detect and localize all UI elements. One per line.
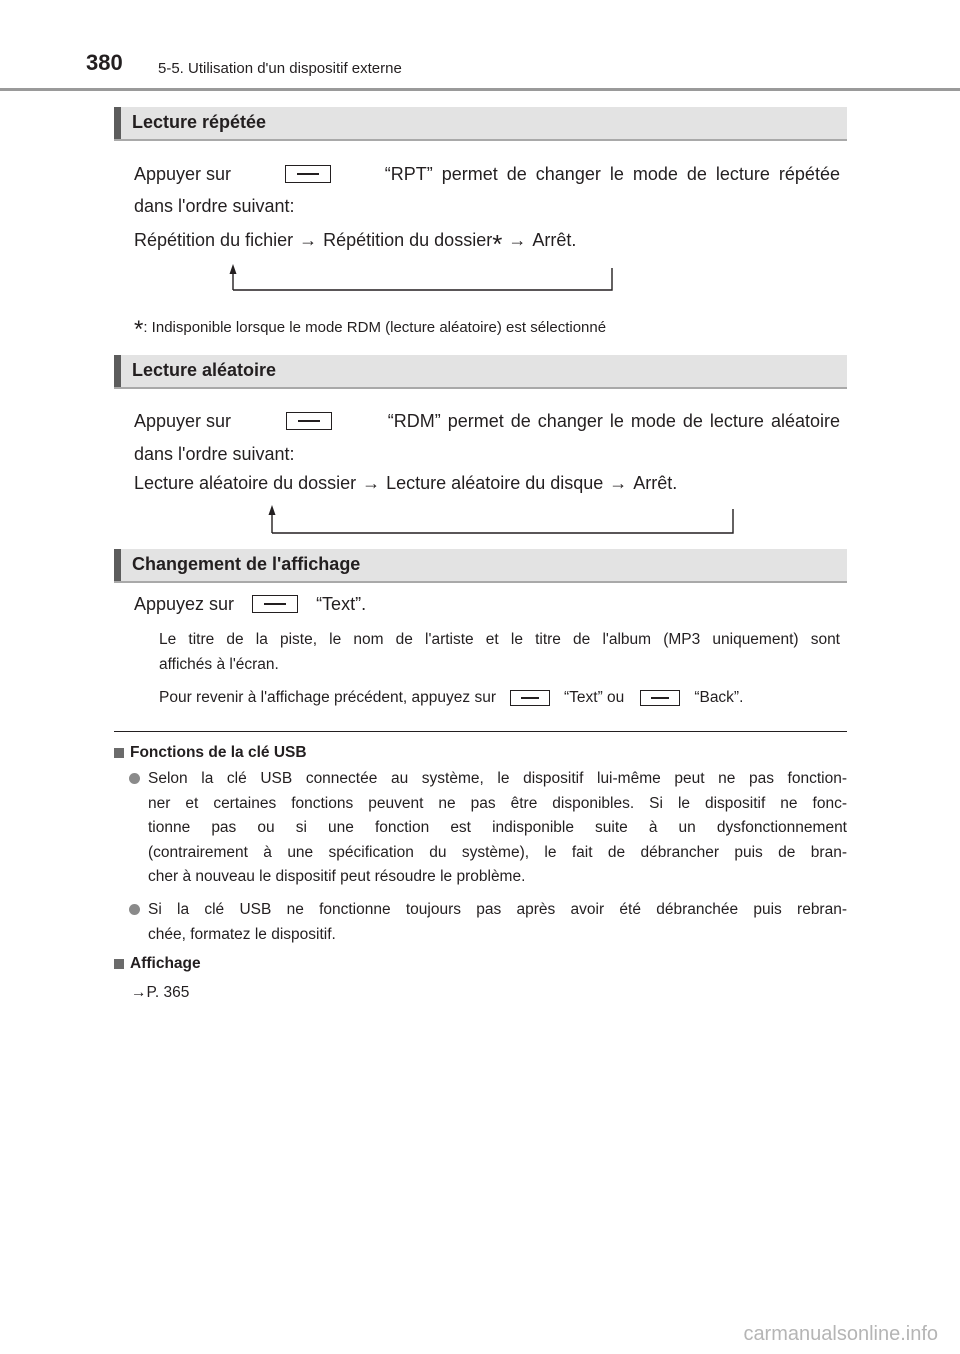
text: Arrêt. — [532, 230, 577, 250]
text-line: cher à nouveau le dispositif peut résoudre le problème. — [148, 868, 526, 885]
circle-bullet-icon — [129, 904, 140, 915]
text: Arrêt. — [633, 473, 678, 493]
section-title: Changement de l'affichage — [132, 554, 361, 574]
button-icon — [640, 690, 680, 706]
section-marker — [114, 355, 121, 387]
header-rule — [0, 88, 960, 91]
repeat-line-1 — [134, 161, 840, 187]
button-icon — [286, 412, 332, 430]
page-reference — [131, 980, 189, 1006]
section-divider — [114, 731, 847, 732]
random-line-3 — [134, 470, 677, 496]
page-number: 380 — [86, 50, 123, 75]
section-heading-random — [114, 355, 847, 389]
repeat-line-3 — [134, 227, 577, 259]
random-line-1 — [134, 408, 840, 434]
text-line: Si la clé USB ne fonctionne toujours pas après avoir été débranchée puis rebran- — [148, 901, 847, 918]
text: Lecture aléatoire du dossier — [134, 473, 357, 493]
text: “Back”. — [694, 689, 744, 706]
cycle-return-arrow — [263, 503, 737, 537]
text: “RDM” permet de changer le mode de lecture aléatoire — [387, 411, 840, 431]
note-heading-display — [114, 951, 201, 977]
text: Appuyer sur — [134, 411, 232, 431]
circle-bullet-icon — [129, 773, 140, 784]
arrow-icon: → — [609, 473, 628, 493]
text-line: tionne pas ou si une fonction est indisponible suite à un dysfonctionnement — [148, 819, 847, 836]
text: Appuyez sur — [134, 594, 235, 614]
text: “RPT” permet de changer le mode de lecture répétée — [384, 164, 840, 184]
note-usb-bullet-2 — [148, 898, 847, 947]
text-line: ner et certaines fonctions peuvent ne pas être disponibles. Si le dispositif ne fonc- — [148, 794, 847, 812]
button-icon — [285, 165, 331, 183]
button-icon — [510, 690, 550, 706]
asterisk: * — [492, 229, 503, 259]
text-line: Selon la clé USB connectée au système, le dispositif lui-même peut ne pas fonction- — [148, 770, 847, 787]
section-marker — [114, 107, 121, 139]
chapter-title: 5-5. Utilisation d'un dispositif externe — [158, 60, 402, 77]
text: Appuyer sur — [134, 164, 232, 184]
text: “Text” ou — [564, 689, 625, 706]
section-title: Lecture aléatoire — [132, 360, 277, 380]
repeat-line-2: dans l'ordre suivant: — [134, 196, 295, 216]
text: “Text”. — [316, 594, 367, 614]
note-heading-usb — [114, 740, 307, 766]
square-bullet-icon — [114, 748, 124, 758]
text-line: Le titre de la piste, le nom de l'artiste et le titre de l'album (MP3 uniquement) sont — [159, 631, 840, 648]
text: Fonctions de la clé USB — [130, 744, 307, 761]
random-line-2: dans l'ordre suivant: — [134, 444, 295, 464]
text-line: affichés à l'écran. — [159, 655, 279, 673]
display-subtext — [159, 628, 840, 677]
display-line-1 — [134, 591, 366, 617]
text: Pour revenir à l'affichage précédent, appuyez sur — [159, 689, 496, 706]
asterisk: * — [134, 316, 144, 343]
text: Affichage — [130, 955, 201, 972]
page-reference-link[interactable]: P. 365 — [146, 984, 190, 1001]
text-line: (contrairement à une spécification du système), le fait de débrancher puis de bran- — [148, 843, 847, 861]
text: Répétition du dossier — [323, 230, 493, 250]
square-bullet-icon — [114, 959, 124, 969]
note-usb-bullet-1 — [148, 767, 847, 890]
watermark: carmanualsonline.info — [743, 1323, 938, 1345]
button-icon — [252, 595, 298, 613]
cycle-return-arrow — [224, 262, 616, 294]
arrow-icon: → — [362, 473, 381, 493]
arrow-icon: → — [299, 230, 318, 250]
text: Répétition du fichier — [134, 230, 294, 250]
section-heading-repeat — [114, 107, 847, 141]
footnote-text: : Indisponible lorsque le mode RDM (lecture aléatoire) est sélectionné — [143, 318, 607, 336]
display-subtext-2 — [159, 685, 743, 711]
section-heading-display — [114, 549, 847, 583]
text-line: chée, formatez le dispositif. — [148, 925, 336, 943]
section-marker — [114, 549, 121, 581]
arrow-icon: → — [508, 230, 527, 250]
text: Lecture aléatoire du disque — [386, 473, 604, 493]
section-title: Lecture répétée — [132, 112, 267, 132]
arrow-icon: → — [131, 984, 147, 1001]
footnote — [134, 314, 607, 343]
